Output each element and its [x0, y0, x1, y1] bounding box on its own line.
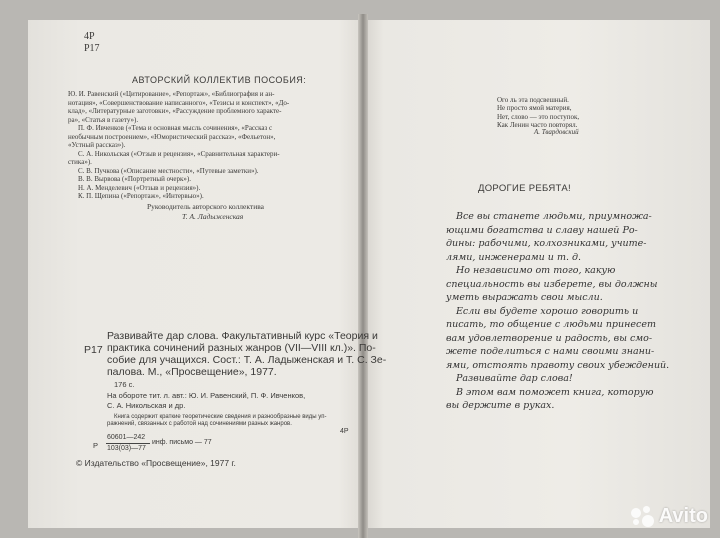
avito-watermark — [631, 505, 708, 528]
author-line: ра», «Статья в газету»). — [68, 115, 139, 124]
letter-line: Развивайте дар слова! — [456, 373, 573, 384]
bbk-index: Р17 — [84, 43, 100, 54]
ref-line: Развивайте дар слова. Факультативный курс «Теория и — [107, 330, 378, 342]
author-line: Ю. И. Равенский («Цитирование», «Репортаж», «Библиография и ан- — [68, 90, 275, 98]
copyright: © Издательство «Просвещение», 1977 г. — [76, 458, 236, 468]
author-list — [68, 90, 343, 201]
author-line: Н. А. Менделевич («Отзыв и рецензия»). — [78, 183, 201, 192]
author-line: «Устный рассказ»). — [68, 141, 126, 149]
epigraph-line: Не просто ямой материя, — [497, 104, 572, 113]
avito-logo-icon — [631, 506, 655, 528]
greeting: ДОРОГИЕ РЕБЯТА! — [478, 183, 571, 194]
letter-line: В этом вам поможет книга, которую — [456, 386, 654, 398]
epigraph-author: А. Твардовский — [534, 128, 579, 136]
epigraph-line: Ого ль эта подсвешный. — [497, 96, 569, 104]
author-line: стика»). — [68, 158, 92, 166]
formula-bottom: 103(03)—77 — [107, 445, 146, 452]
annotation-line: ражнений, связанных с работой над сочинениями разных жанров. — [107, 421, 292, 427]
author-line: С. А. Никольская («Отзыв и рецензия», «Сравнительная характери- — [78, 149, 280, 158]
verso-line: На обороте тит. л. авт.: Ю. И. Равенский, П. Ф. Ивченков, — [107, 391, 306, 400]
leader-name: Т. А. Ладыженская — [182, 212, 244, 221]
letter-line: уметь выражать свои мысли. — [446, 292, 603, 303]
avito-brand: Avito — [658, 505, 708, 527]
ref-code-right: 4Р — [340, 428, 349, 435]
leader-title: Руководитель авторского коллектива — [147, 202, 264, 211]
letter-line: жете поделиться с нами своими знани- — [446, 346, 655, 357]
epigraph-line: Как Ленин часто повторял. — [497, 120, 578, 129]
author-line: необычным построением», «Юмористический рассказ», «Фельетон», — [68, 132, 276, 141]
author-line: В. В. Вырвова («Портретный очерк»). — [78, 175, 192, 183]
letter-line: лями, инженерами и т. д. — [446, 251, 582, 263]
formula-prefix: Р — [93, 441, 99, 450]
formula-divider — [106, 443, 150, 444]
annotation-line: Книга содержит краткие теоретические сведения и разнообразные виды уп- — [114, 414, 327, 420]
author-line: клад», «Литературные заготовки», «Рассуждение проблемного характе- — [68, 107, 282, 115]
bbk-code: 4Р — [84, 31, 95, 42]
ref-line: собие для учащихся. Сост.: Т. А. Ладыженская и Т. С. Зе- — [107, 354, 387, 366]
formula-suffix: инф. письмо — 77 — [152, 439, 212, 446]
letter-line: дины: рабочими, колхозниками, учите- — [446, 238, 647, 249]
author-line: П. Ф. Ивченков («Тема и основная мысль сочинения», «Рассказ с — [78, 124, 273, 132]
collective-heading: АВТОРСКИЙ КОЛЛЕКТИВ ПОСОБИЯ: — [132, 75, 307, 85]
author-line: С. В. Пучкова («Описание местности», «Путевые заметки»). — [78, 166, 259, 175]
letter-body — [446, 210, 670, 413]
letter-line: вы держите в руках. — [446, 400, 555, 411]
book-spine — [358, 14, 368, 538]
author-line: нотация», «Совершенствование написанного», «Тезисы и конспект», «До- — [68, 98, 290, 107]
verso-line: С. А. Никольская и др. — [107, 401, 186, 410]
letter-line: вам удовлетворение и радость, вы смо- — [446, 332, 653, 344]
formula-top: 60601—242 — [107, 434, 146, 441]
letter-line: ющими богатства и славу нашей Ро- — [446, 224, 638, 236]
letter-line: Все вы станете людьми, приумножа- — [456, 211, 652, 222]
author-line: К. П. Щепина («Репортаж», «Интервью»). — [78, 192, 204, 200]
letter-line: Если вы будете хорошо говорить и — [456, 305, 639, 317]
ref-line: палова. М., «Просвещение», 1977. — [107, 366, 277, 378]
ref-line: практика сочинений разных жанров (VII—VIII кл.)». По- — [107, 342, 376, 354]
ref-index: Р17 — [84, 344, 103, 356]
letter-line: писать, то общение с людьми принесет — [446, 319, 656, 330]
epigraph-line: Нет, слово — это поступок, — [497, 112, 580, 121]
letter-line: специальность вы изберете, вы должны — [446, 278, 658, 290]
epigraph — [497, 96, 579, 129]
letter-line: Но независимо от того, какую — [456, 265, 616, 276]
letter-line: ями, отстоять правоту своих убеждений. — [446, 359, 670, 371]
page-count: 176 с. — [114, 380, 135, 389]
